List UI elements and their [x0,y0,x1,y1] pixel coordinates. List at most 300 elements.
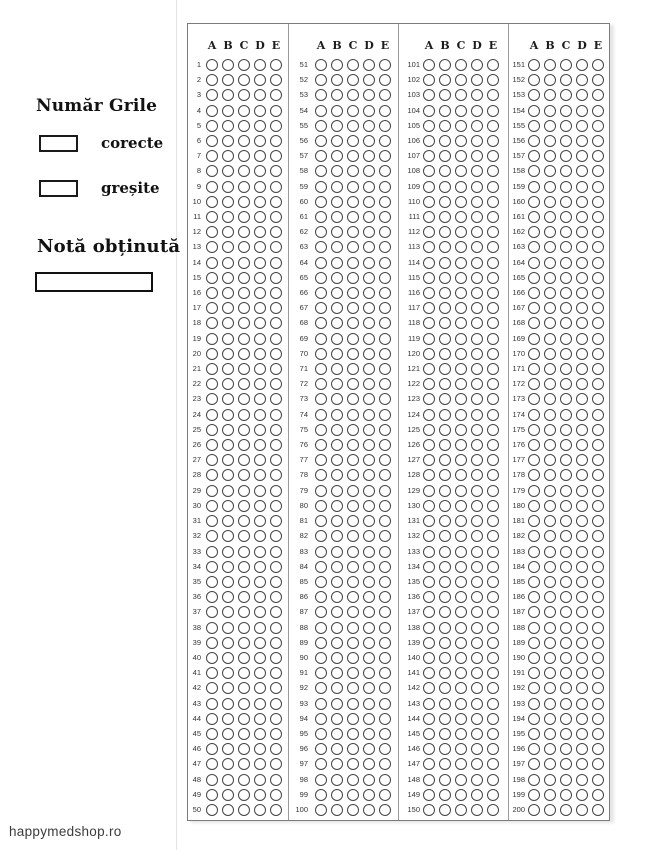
bubble-a[interactable] [423,363,435,375]
bubble-a[interactable] [315,622,327,634]
bubble-e[interactable] [592,59,604,71]
bubble-a[interactable] [206,682,218,694]
bubble-a[interactable] [206,348,218,360]
bubble-b[interactable] [439,348,451,360]
bubble-a[interactable] [423,424,435,436]
bubble-d[interactable] [363,774,375,786]
bubble-b[interactable] [331,743,343,755]
bubble-d[interactable] [254,287,266,299]
bubble-e[interactable] [379,622,391,634]
bubble-b[interactable] [544,667,556,679]
bubble-b[interactable] [544,515,556,527]
bubble-a[interactable] [206,257,218,269]
bubble-a[interactable] [315,302,327,314]
bubble-e[interactable] [487,591,499,603]
bubble-e[interactable] [487,196,499,208]
bubble-e[interactable] [270,546,282,558]
bubble-a[interactable] [423,409,435,421]
bubble-c[interactable] [347,257,359,269]
bubble-c[interactable] [238,485,250,497]
bubble-d[interactable] [576,758,588,770]
bubble-b[interactable] [439,698,451,710]
bubble-c[interactable] [238,713,250,725]
bubble-d[interactable] [363,500,375,512]
bubble-a[interactable] [528,241,540,253]
bubble-d[interactable] [254,135,266,147]
bubble-e[interactable] [270,378,282,390]
bubble-e[interactable] [379,59,391,71]
bubble-d[interactable] [576,698,588,710]
bubble-c[interactable] [347,454,359,466]
bubble-d[interactable] [576,211,588,223]
bubble-d[interactable] [576,196,588,208]
bubble-c[interactable] [455,257,467,269]
bubble-a[interactable] [423,622,435,634]
bubble-e[interactable] [592,363,604,375]
bubble-c[interactable] [347,591,359,603]
bubble-b[interactable] [222,348,234,360]
bubble-b[interactable] [331,728,343,740]
bubble-d[interactable] [576,317,588,329]
wrong-count-input[interactable] [39,180,78,197]
bubble-b[interactable] [222,378,234,390]
bubble-b[interactable] [439,333,451,345]
bubble-c[interactable] [455,469,467,481]
bubble-b[interactable] [331,500,343,512]
bubble-a[interactable] [315,74,327,86]
bubble-c[interactable] [560,226,572,238]
bubble-b[interactable] [439,257,451,269]
bubble-e[interactable] [270,196,282,208]
bubble-e[interactable] [379,469,391,481]
bubble-b[interactable] [544,804,556,816]
bubble-c[interactable] [560,743,572,755]
bubble-a[interactable] [423,561,435,573]
bubble-a[interactable] [528,743,540,755]
bubble-c[interactable] [455,348,467,360]
bubble-a[interactable] [423,226,435,238]
bubble-e[interactable] [487,74,499,86]
bubble-e[interactable] [270,469,282,481]
bubble-a[interactable] [315,576,327,588]
bubble-e[interactable] [487,211,499,223]
bubble-d[interactable] [254,698,266,710]
bubble-d[interactable] [254,622,266,634]
bubble-c[interactable] [238,667,250,679]
bubble-e[interactable] [592,241,604,253]
bubble-d[interactable] [254,333,266,345]
bubble-e[interactable] [592,606,604,618]
bubble-a[interactable] [528,287,540,299]
bubble-b[interactable] [544,743,556,755]
bubble-d[interactable] [471,59,483,71]
bubble-c[interactable] [347,789,359,801]
bubble-c[interactable] [238,789,250,801]
bubble-d[interactable] [576,515,588,527]
bubble-d[interactable] [471,74,483,86]
bubble-e[interactable] [592,317,604,329]
bubble-a[interactable] [423,713,435,725]
bubble-b[interactable] [544,637,556,649]
bubble-e[interactable] [592,530,604,542]
bubble-a[interactable] [528,622,540,634]
bubble-b[interactable] [222,241,234,253]
bubble-d[interactable] [254,652,266,664]
bubble-c[interactable] [347,500,359,512]
bubble-a[interactable] [315,272,327,284]
bubble-e[interactable] [592,226,604,238]
bubble-e[interactable] [270,698,282,710]
bubble-c[interactable] [455,409,467,421]
bubble-d[interactable] [471,530,483,542]
bubble-a[interactable] [528,424,540,436]
bubble-d[interactable] [254,105,266,117]
bubble-e[interactable] [487,743,499,755]
bubble-d[interactable] [363,257,375,269]
bubble-e[interactable] [487,804,499,816]
bubble-b[interactable] [439,546,451,558]
bubble-a[interactable] [315,758,327,770]
bubble-b[interactable] [331,272,343,284]
bubble-d[interactable] [576,606,588,618]
bubble-b[interactable] [439,774,451,786]
bubble-c[interactable] [455,804,467,816]
bubble-d[interactable] [471,454,483,466]
bubble-d[interactable] [471,774,483,786]
bubble-b[interactable] [439,241,451,253]
bubble-c[interactable] [560,196,572,208]
bubble-e[interactable] [379,333,391,345]
bubble-c[interactable] [455,165,467,177]
bubble-a[interactable] [315,105,327,117]
bubble-b[interactable] [439,622,451,634]
bubble-b[interactable] [544,758,556,770]
bubble-a[interactable] [315,469,327,481]
bubble-c[interactable] [238,363,250,375]
bubble-a[interactable] [206,652,218,664]
bubble-a[interactable] [423,181,435,193]
bubble-b[interactable] [544,333,556,345]
bubble-b[interactable] [331,181,343,193]
bubble-b[interactable] [439,89,451,101]
bubble-e[interactable] [592,439,604,451]
bubble-d[interactable] [576,485,588,497]
bubble-d[interactable] [576,135,588,147]
bubble-c[interactable] [238,500,250,512]
bubble-d[interactable] [254,576,266,588]
bubble-b[interactable] [544,622,556,634]
bubble-b[interactable] [439,181,451,193]
bubble-e[interactable] [592,682,604,694]
bubble-b[interactable] [331,561,343,573]
bubble-b[interactable] [222,181,234,193]
bubble-b[interactable] [439,378,451,390]
bubble-e[interactable] [592,667,604,679]
bubble-c[interactable] [455,530,467,542]
bubble-e[interactable] [379,728,391,740]
bubble-d[interactable] [576,226,588,238]
bubble-a[interactable] [315,774,327,786]
bubble-c[interactable] [560,485,572,497]
bubble-e[interactable] [487,485,499,497]
bubble-d[interactable] [363,606,375,618]
bubble-c[interactable] [238,576,250,588]
bubble-e[interactable] [379,105,391,117]
bubble-e[interactable] [379,317,391,329]
bubble-c[interactable] [238,135,250,147]
bubble-b[interactable] [439,150,451,162]
bubble-d[interactable] [471,546,483,558]
bubble-a[interactable] [528,789,540,801]
bubble-a[interactable] [206,591,218,603]
bubble-d[interactable] [363,637,375,649]
bubble-d[interactable] [576,272,588,284]
bubble-d[interactable] [254,500,266,512]
bubble-c[interactable] [560,454,572,466]
bubble-c[interactable] [560,546,572,558]
bubble-e[interactable] [487,302,499,314]
bubble-b[interactable] [222,211,234,223]
bubble-e[interactable] [487,682,499,694]
bubble-a[interactable] [423,515,435,527]
bubble-d[interactable] [576,74,588,86]
bubble-a[interactable] [315,515,327,527]
bubble-c[interactable] [238,561,250,573]
bubble-b[interactable] [331,698,343,710]
bubble-a[interactable] [315,226,327,238]
bubble-c[interactable] [560,105,572,117]
bubble-c[interactable] [347,485,359,497]
bubble-d[interactable] [471,135,483,147]
bubble-c[interactable] [455,424,467,436]
bubble-a[interactable] [206,272,218,284]
bubble-c[interactable] [347,804,359,816]
bubble-c[interactable] [560,211,572,223]
bubble-b[interactable] [222,74,234,86]
bubble-d[interactable] [471,424,483,436]
bubble-d[interactable] [471,409,483,421]
bubble-c[interactable] [560,606,572,618]
bubble-c[interactable] [238,89,250,101]
bubble-c[interactable] [347,59,359,71]
bubble-c[interactable] [455,682,467,694]
bubble-c[interactable] [347,393,359,405]
bubble-e[interactable] [487,576,499,588]
bubble-e[interactable] [379,591,391,603]
bubble-a[interactable] [315,439,327,451]
bubble-e[interactable] [270,728,282,740]
bubble-a[interactable] [206,241,218,253]
bubble-c[interactable] [455,591,467,603]
bubble-d[interactable] [254,515,266,527]
bubble-a[interactable] [528,257,540,269]
bubble-e[interactable] [270,743,282,755]
bubble-a[interactable] [423,667,435,679]
bubble-a[interactable] [206,287,218,299]
bubble-d[interactable] [471,196,483,208]
bubble-b[interactable] [439,424,451,436]
bubble-b[interactable] [331,226,343,238]
bubble-a[interactable] [206,120,218,132]
bubble-a[interactable] [528,105,540,117]
bubble-d[interactable] [363,363,375,375]
bubble-a[interactable] [206,789,218,801]
bubble-e[interactable] [487,789,499,801]
bubble-d[interactable] [471,211,483,223]
bubble-b[interactable] [544,652,556,664]
bubble-b[interactable] [544,530,556,542]
bubble-e[interactable] [379,257,391,269]
bubble-c[interactable] [455,561,467,573]
bubble-b[interactable] [222,257,234,269]
bubble-d[interactable] [576,561,588,573]
bubble-d[interactable] [254,713,266,725]
bubble-e[interactable] [270,515,282,527]
bubble-e[interactable] [487,454,499,466]
bubble-b[interactable] [222,789,234,801]
bubble-a[interactable] [423,743,435,755]
bubble-c[interactable] [560,622,572,634]
bubble-e[interactable] [592,165,604,177]
bubble-d[interactable] [254,728,266,740]
bubble-d[interactable] [576,637,588,649]
bubble-d[interactable] [471,713,483,725]
bubble-a[interactable] [528,89,540,101]
bubble-c[interactable] [455,241,467,253]
bubble-b[interactable] [331,454,343,466]
bubble-b[interactable] [222,698,234,710]
bubble-e[interactable] [487,272,499,284]
bubble-c[interactable] [455,393,467,405]
bubble-a[interactable] [423,485,435,497]
bubble-c[interactable] [347,348,359,360]
bubble-d[interactable] [576,393,588,405]
bubble-e[interactable] [379,667,391,679]
bubble-b[interactable] [439,439,451,451]
bubble-c[interactable] [238,165,250,177]
bubble-c[interactable] [455,287,467,299]
bubble-a[interactable] [206,622,218,634]
bubble-b[interactable] [222,226,234,238]
bubble-a[interactable] [528,682,540,694]
bubble-b[interactable] [331,667,343,679]
bubble-c[interactable] [455,105,467,117]
bubble-a[interactable] [206,576,218,588]
bubble-b[interactable] [331,758,343,770]
bubble-a[interactable] [528,500,540,512]
bubble-b[interactable] [331,682,343,694]
bubble-c[interactable] [238,287,250,299]
bubble-c[interactable] [347,211,359,223]
bubble-e[interactable] [592,469,604,481]
bubble-d[interactable] [254,211,266,223]
bubble-c[interactable] [347,302,359,314]
bubble-b[interactable] [544,424,556,436]
bubble-d[interactable] [363,667,375,679]
bubble-a[interactable] [528,469,540,481]
bubble-a[interactable] [206,333,218,345]
bubble-e[interactable] [270,758,282,770]
bubble-c[interactable] [347,74,359,86]
bubble-b[interactable] [331,546,343,558]
bubble-e[interactable] [379,698,391,710]
bubble-d[interactable] [254,774,266,786]
bubble-d[interactable] [254,743,266,755]
bubble-e[interactable] [379,196,391,208]
bubble-c[interactable] [347,606,359,618]
bubble-b[interactable] [439,591,451,603]
bubble-c[interactable] [560,120,572,132]
bubble-d[interactable] [471,181,483,193]
bubble-b[interactable] [222,439,234,451]
bubble-d[interactable] [363,211,375,223]
bubble-d[interactable] [471,606,483,618]
bubble-c[interactable] [347,105,359,117]
bubble-e[interactable] [270,424,282,436]
bubble-a[interactable] [528,713,540,725]
bubble-a[interactable] [206,774,218,786]
bubble-b[interactable] [222,120,234,132]
bubble-b[interactable] [222,561,234,573]
bubble-e[interactable] [270,682,282,694]
bubble-e[interactable] [592,728,604,740]
bubble-e[interactable] [270,530,282,542]
bubble-e[interactable] [592,409,604,421]
bubble-c[interactable] [455,211,467,223]
bubble-c[interactable] [238,272,250,284]
bubble-c[interactable] [347,226,359,238]
bubble-c[interactable] [455,363,467,375]
bubble-a[interactable] [423,606,435,618]
bubble-e[interactable] [379,637,391,649]
correct-count-input[interactable] [39,135,78,152]
bubble-b[interactable] [439,135,451,147]
bubble-c[interactable] [347,165,359,177]
bubble-b[interactable] [439,226,451,238]
bubble-d[interactable] [254,272,266,284]
bubble-a[interactable] [423,546,435,558]
bubble-b[interactable] [544,59,556,71]
bubble-d[interactable] [254,348,266,360]
bubble-d[interactable] [471,698,483,710]
bubble-c[interactable] [560,333,572,345]
bubble-b[interactable] [544,120,556,132]
bubble-a[interactable] [315,317,327,329]
bubble-b[interactable] [439,530,451,542]
bubble-d[interactable] [471,789,483,801]
bubble-a[interactable] [315,743,327,755]
bubble-a[interactable] [528,348,540,360]
bubble-b[interactable] [222,469,234,481]
bubble-b[interactable] [544,241,556,253]
bubble-c[interactable] [238,682,250,694]
bubble-b[interactable] [439,363,451,375]
bubble-a[interactable] [206,454,218,466]
bubble-a[interactable] [528,530,540,542]
bubble-e[interactable] [487,241,499,253]
bubble-e[interactable] [379,561,391,573]
bubble-e[interactable] [487,728,499,740]
bubble-a[interactable] [423,789,435,801]
bubble-d[interactable] [576,241,588,253]
bubble-b[interactable] [222,409,234,421]
bubble-d[interactable] [576,89,588,101]
bubble-c[interactable] [560,713,572,725]
bubble-a[interactable] [206,713,218,725]
bubble-a[interactable] [206,226,218,238]
bubble-e[interactable] [592,622,604,634]
bubble-b[interactable] [439,196,451,208]
